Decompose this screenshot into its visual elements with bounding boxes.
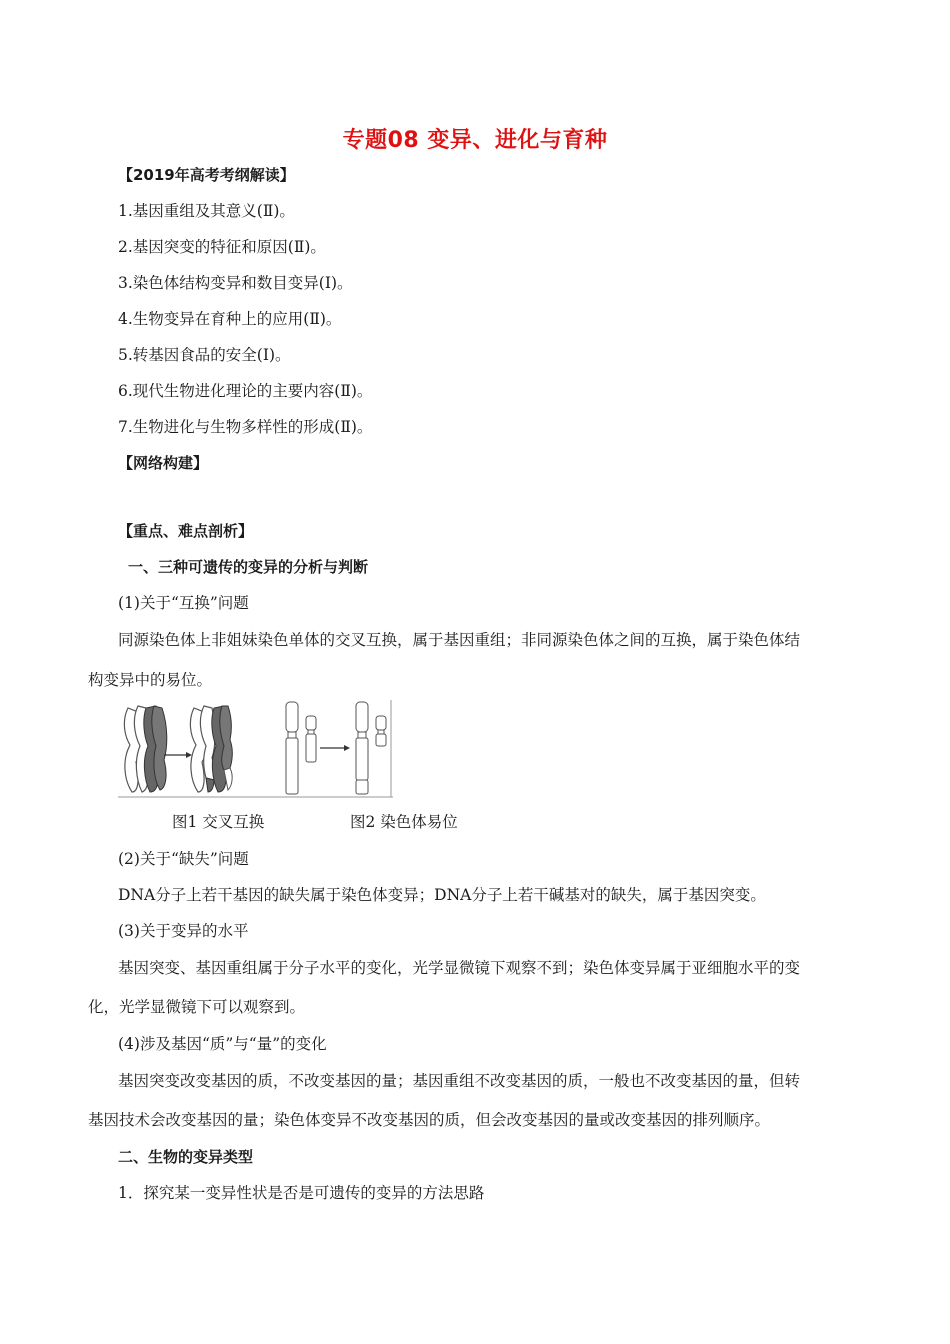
outline-item-6: 6.现代生物进化理论的主要内容(Ⅱ)。 <box>118 382 373 400</box>
q2-text: DNA分子上若干基因的缺失属于染色体变异；DNA分子上若干碱基对的缺失，属于基因突变。 <box>118 886 766 904</box>
network-header: 【网络构建】 <box>118 454 209 472</box>
figure1-caption: 图1 交叉互换 <box>172 813 265 831</box>
outline-item-2: 2.基因突变的特征和原因(Ⅱ)。 <box>118 238 326 256</box>
q3-title: (3)关于变异的水平 <box>118 922 249 940</box>
outline-item-4: 4.生物变异在育种上的应用(Ⅱ)。 <box>118 310 342 328</box>
q1-text-line2: 构变异中的易位。 <box>88 671 213 689</box>
q4-text-line2: 基因技术会改变基因的量；染色体变异不改变基因的质，但会改变基因的量或改变基因的排列顺序。 <box>88 1111 771 1129</box>
part2-title: 二、生物的变异类型 <box>118 1148 254 1166</box>
outline-item-3: 3.染色体结构变异和数目变异(Ⅰ)。 <box>118 274 353 292</box>
part2-item-1: 1．探究某一变异性状是否是可遗传的变异的方法思路 <box>118 1184 485 1202</box>
chromosome-figure <box>118 700 393 800</box>
translocation-after-icon <box>356 702 386 794</box>
outline-item-5: 5.转基因食品的安全(Ⅰ)。 <box>118 346 291 364</box>
q4-text-line1: 基因突变改变基因的质，不改变基因的量；基因重组不改变基因的质，一般也不改变基因的量，但转 <box>118 1072 801 1090</box>
keypoints-header: 【重点、难点剖析】 <box>118 522 254 540</box>
translocation-before-icon <box>286 702 316 794</box>
outline-header: 【2019年高考考纲解读】 <box>118 166 295 184</box>
chromosome-pair-before-icon <box>124 706 166 792</box>
figure2-caption: 图2 染色体易位 <box>350 813 458 831</box>
q2-title: (2)关于“缺失”问题 <box>118 850 249 868</box>
part1-title: 一、三种可遗传的变异的分析与判断 <box>128 558 369 576</box>
outline-item-7: 7.生物进化与生物多样性的形成(Ⅱ)。 <box>118 418 373 436</box>
q4-title: (4)涉及基因“质”与“量”的变化 <box>118 1035 327 1053</box>
page-title: 专题08 变异、进化与育种 <box>342 128 608 153</box>
q3-text-line1: 基因突变、基因重组属于分子水平的变化，光学显微镜下观察不到；染色体变异属于亚细胞水平的变 <box>118 959 801 977</box>
q3-text-line2: 化，光学显微镜下可以观察到。 <box>88 998 306 1016</box>
q1-text-line1: 同源染色体上非姐妹染色单体的交叉互换，属于基因重组；非同源染色体之间的互换，属于染色体结 <box>118 631 801 649</box>
chromosome-pair-after-icon <box>190 706 232 792</box>
q1-title: (1)关于“互换”问题 <box>118 594 249 612</box>
outline-item-1: 1.基因重组及其意义(Ⅱ)。 <box>118 202 295 220</box>
